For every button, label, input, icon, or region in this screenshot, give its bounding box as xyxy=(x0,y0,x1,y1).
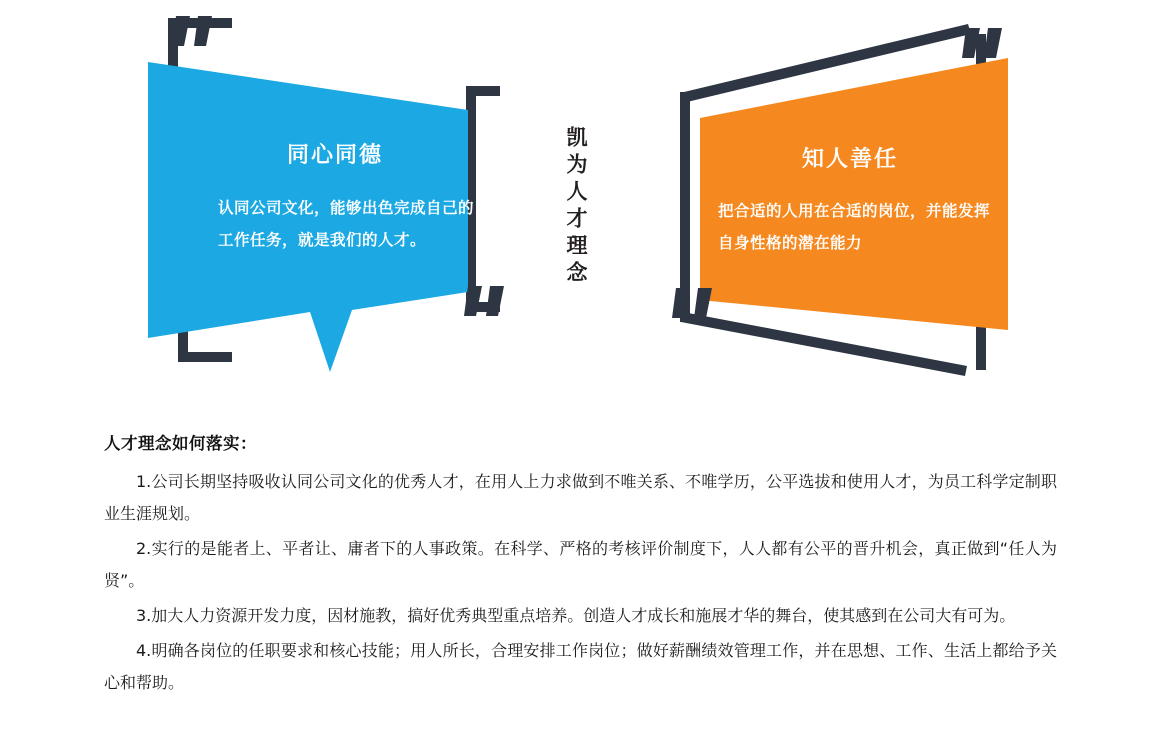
article-paragraph: 1.公司长期坚持吸收认同公司文化的优秀人才，在用人上力求做到不唯关系、不唯学历，公平选拔和使用人才，为员工科学定制职业生涯规划。 xyxy=(104,472,1057,523)
right-quote-open-icon xyxy=(672,288,712,318)
article-section xyxy=(0,430,1157,702)
article-heading: 人才理念如何落实： xyxy=(104,434,257,453)
left-card-title: 同心同德 xyxy=(286,142,383,167)
left-card-body: 认同公司文化，能够出色完成自己的工作任务，就是我们的人才。 xyxy=(218,200,475,249)
right-card-shape xyxy=(700,58,1008,330)
article-paragraph: 2.实行的是能者上、平者让、庸者下的人事政策。在科学、严格的考核评价制度下，人人都有公平的晋升机会，真正做到“任人为贤”。 xyxy=(104,539,1057,590)
article-paragraph: 3.加大人力资源开发力度，因材施教，搞好优秀典型重点培养。创造人才成长和施展才华的舞台，使其感到在公司大有可为。 xyxy=(136,606,1016,625)
article-paragraph: 4.明确各岗位的任职要求和核心技能；用人所长，合理安排工作岗位；做好薪酬绩效管理工作，并在思想、工作、生活上都给予关心和帮助。 xyxy=(104,641,1057,692)
right-card-body: 把合适的人用在合适的岗位，并能发挥自身性格的潜在能力 xyxy=(718,203,991,252)
right-card-title: 知人善任 xyxy=(801,146,898,171)
center-vertical-label: 凯为人才理念 xyxy=(564,126,587,288)
